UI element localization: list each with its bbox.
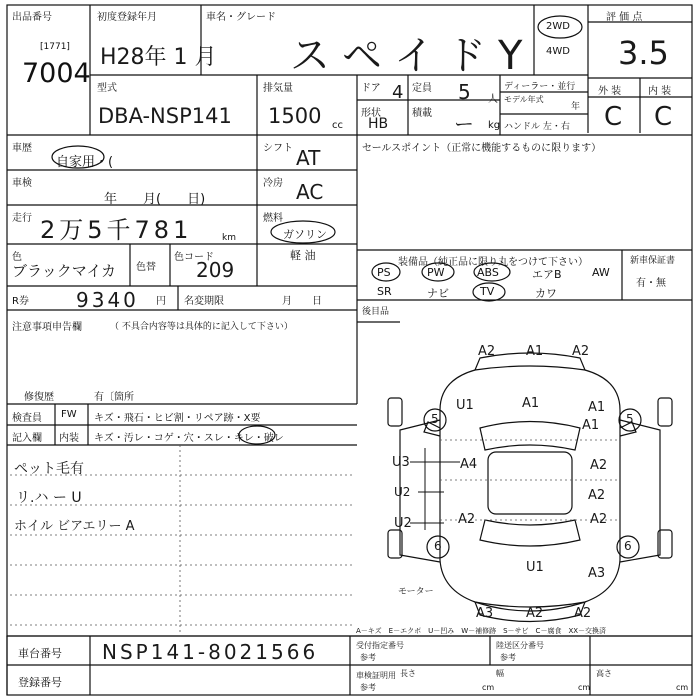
recycle-unit: 円 [156,296,166,307]
model-label: 型式 [97,83,117,94]
accept-ref: 参考 [360,653,376,662]
color-label: 色 [12,252,22,263]
note-line-2: リ.ハ ー U [16,490,82,506]
inspector-label-2: 記入欄 [12,433,42,444]
load-label: 積載 [412,108,432,119]
tire-rear-left: 6 [434,539,442,553]
mileage-label: 走行 [12,213,32,224]
length-label: 長さ [400,669,416,678]
handle-label: ハンドル 左・右 [504,122,570,132]
name-label: 車名・グレード [206,12,276,23]
name-change-value: 月 日 [282,296,322,307]
mark-right-quarter: A3 [588,566,606,581]
int-items: キズ・汚レ・コゲ・穴・スレ・キレ・破レ [94,433,284,444]
ext-label: 外 装 [598,86,622,97]
equip-ps: PS [377,266,391,279]
mark-right-door: A2 [590,458,608,473]
mark-rear-right: A2 [574,606,592,621]
equip-airbag: エアB [532,268,562,281]
dealer-label: ディーラー・並行 [504,82,576,92]
capacity-label: 定員 [412,83,432,94]
ac-value: AC [296,180,324,204]
height-unit: cm [676,683,689,692]
displacement-label: 排気量 [263,83,293,94]
grade-label: 評 価 点 [606,12,643,23]
chassis-value: NSP141-8021566 [102,640,319,664]
model-year-label: モデル年式 [504,95,544,104]
displacement-value: 1500 [268,104,322,128]
width-label: 幅 [496,669,504,678]
note-line-3: ホイル ビアエリー A [14,519,135,534]
height-label: 高さ [596,669,612,678]
equip-navi: ナビ [427,287,449,300]
equip-tv: TV [480,285,495,298]
mark-left-door-u3: U3 [392,455,410,470]
color-code-label: 色コード [174,252,214,263]
int-check-label: 内装 [59,433,79,444]
color-change-label: 色替 [136,262,156,273]
mark-hood: A1 [522,396,540,411]
fw-items: キズ・飛石・ヒビ割・リペア跡・X要 [94,413,261,424]
name-change-label: 名変期限 [184,296,224,307]
length-unit: cm [482,683,495,692]
warranty-label: 新車保証書 [630,256,676,266]
name-value: スペイドY [290,33,535,79]
color-value: ブラックマイカ [12,262,116,280]
ship-label: 陸送区分番号 [496,641,544,650]
year-unit: 年 [571,102,581,112]
lot-label: 出品番号 [12,12,52,23]
mark-left-door-a4: A4 [460,457,478,472]
shift-label: シフト [263,143,293,154]
load-value: ー [454,112,474,136]
mark-left-rear-u2: U2 [394,516,412,531]
reg-label: 登録番号 [18,676,62,689]
mark-trunk: U1 [526,560,544,575]
equip-leather: カワ [535,287,557,300]
tire-rear-right: 6 [624,539,632,553]
mark-right-mid: A2 [588,488,606,503]
mark-front-left: A2 [478,344,496,359]
rear-seat-label: 後目品 [362,307,390,317]
warranty-value: 有・無 [636,278,666,289]
drive-4wd: 4WD [546,46,570,57]
color-code-value: 209 [196,258,235,282]
note-line-1: ペット毛有 [14,461,84,477]
mark-left-door-u2: U2 [394,485,411,499]
int-label: 内 装 [648,86,672,97]
mileage-value: 2万5千781 [40,216,193,244]
inspection-value: 年 月( 日) [104,192,206,207]
grade-value: 3.5 [618,34,669,72]
ship-ref: 参考 [500,653,516,662]
mark-right-rear-door: A2 [590,512,608,527]
tire-front-right: 5 [626,412,634,426]
mark-front-right: A2 [572,344,590,359]
shape-label: 形状 [361,108,381,119]
drive-2wd: 2WD [546,21,570,32]
first-reg-value: H28年 1 月 [100,45,217,70]
mark-left-rear-door: A2 [458,512,476,527]
shift-value: AT [296,146,321,170]
width-unit: cm [578,683,591,692]
inspection-label: 車検 [12,178,32,189]
mark-right-fender-2: A1 [582,418,600,433]
notes-label: 注意事項申告欄 [12,322,82,333]
equip-pw: PW [427,266,445,279]
inspector-label-1: 検査員 [12,413,42,424]
ext-grade: C [604,102,623,132]
door-value: 4 [392,82,404,103]
sales-point-label: セールスポイント（正常に機能するものに限ります） [362,143,602,154]
history-value: 自家用・( [56,155,114,170]
mark-left-fender: U1 [456,398,474,413]
mark-front-center: A1 [526,344,544,359]
motor-note: モーター [398,587,434,597]
displacement-unit: cc [332,120,343,131]
door-label: ドア [361,83,381,94]
fuel-label: 燃料 [263,213,283,224]
equip-abs: ABS [477,266,499,279]
model-value: DBA-NSP141 [98,104,232,128]
repair-value: 有〔箇所 [94,392,134,403]
ac-label: 冷房 [263,178,283,189]
fuel-diesel: 軽 油 [290,249,316,262]
capacity-unit: 人 [488,94,498,105]
confirm-label: 車検証明用 [356,671,396,680]
chassis-label: 車台番号 [18,647,62,660]
equipment-title: 装備品（純正品に限り丸をつけて下さい） [398,257,588,268]
lot-prefix: [1771] [40,42,70,52]
fw-label: FW [61,409,77,420]
equip-sr: SR [377,285,392,298]
repair-label: 修復歴 [24,392,54,403]
lot-number: 7004 [22,58,91,89]
load-unit: kg [488,120,501,131]
mileage-unit: km [222,233,236,243]
fuel-gas: ガソリン [283,228,327,241]
recycle-label: R券 [12,296,29,307]
confirm-ref: 参考 [360,683,376,692]
mark-rear-left: A3 [476,606,494,621]
equip-aw: AW [592,266,610,279]
tire-front-left: 5 [431,412,439,426]
history-label: 車歴 [12,143,32,154]
mark-right-fender: A1 [588,400,606,415]
int-grade: C [654,102,673,132]
notes-hint: （ 不具合内容等は具体的に記入して下さい） [110,322,293,332]
damage-legend: A－キズ E－エクボ U－凹み W－補修跡 S－サビ C－腐食 XX－交換済 [356,627,607,635]
accept-label: 受付指定番号 [356,641,404,650]
recycle-value: 9340 [76,288,139,312]
capacity-value: 5 [458,80,471,104]
mark-rear-center: A2 [526,606,544,621]
shape-value: HB [368,116,389,132]
first-reg-label: 初度登録年月 [97,12,157,23]
